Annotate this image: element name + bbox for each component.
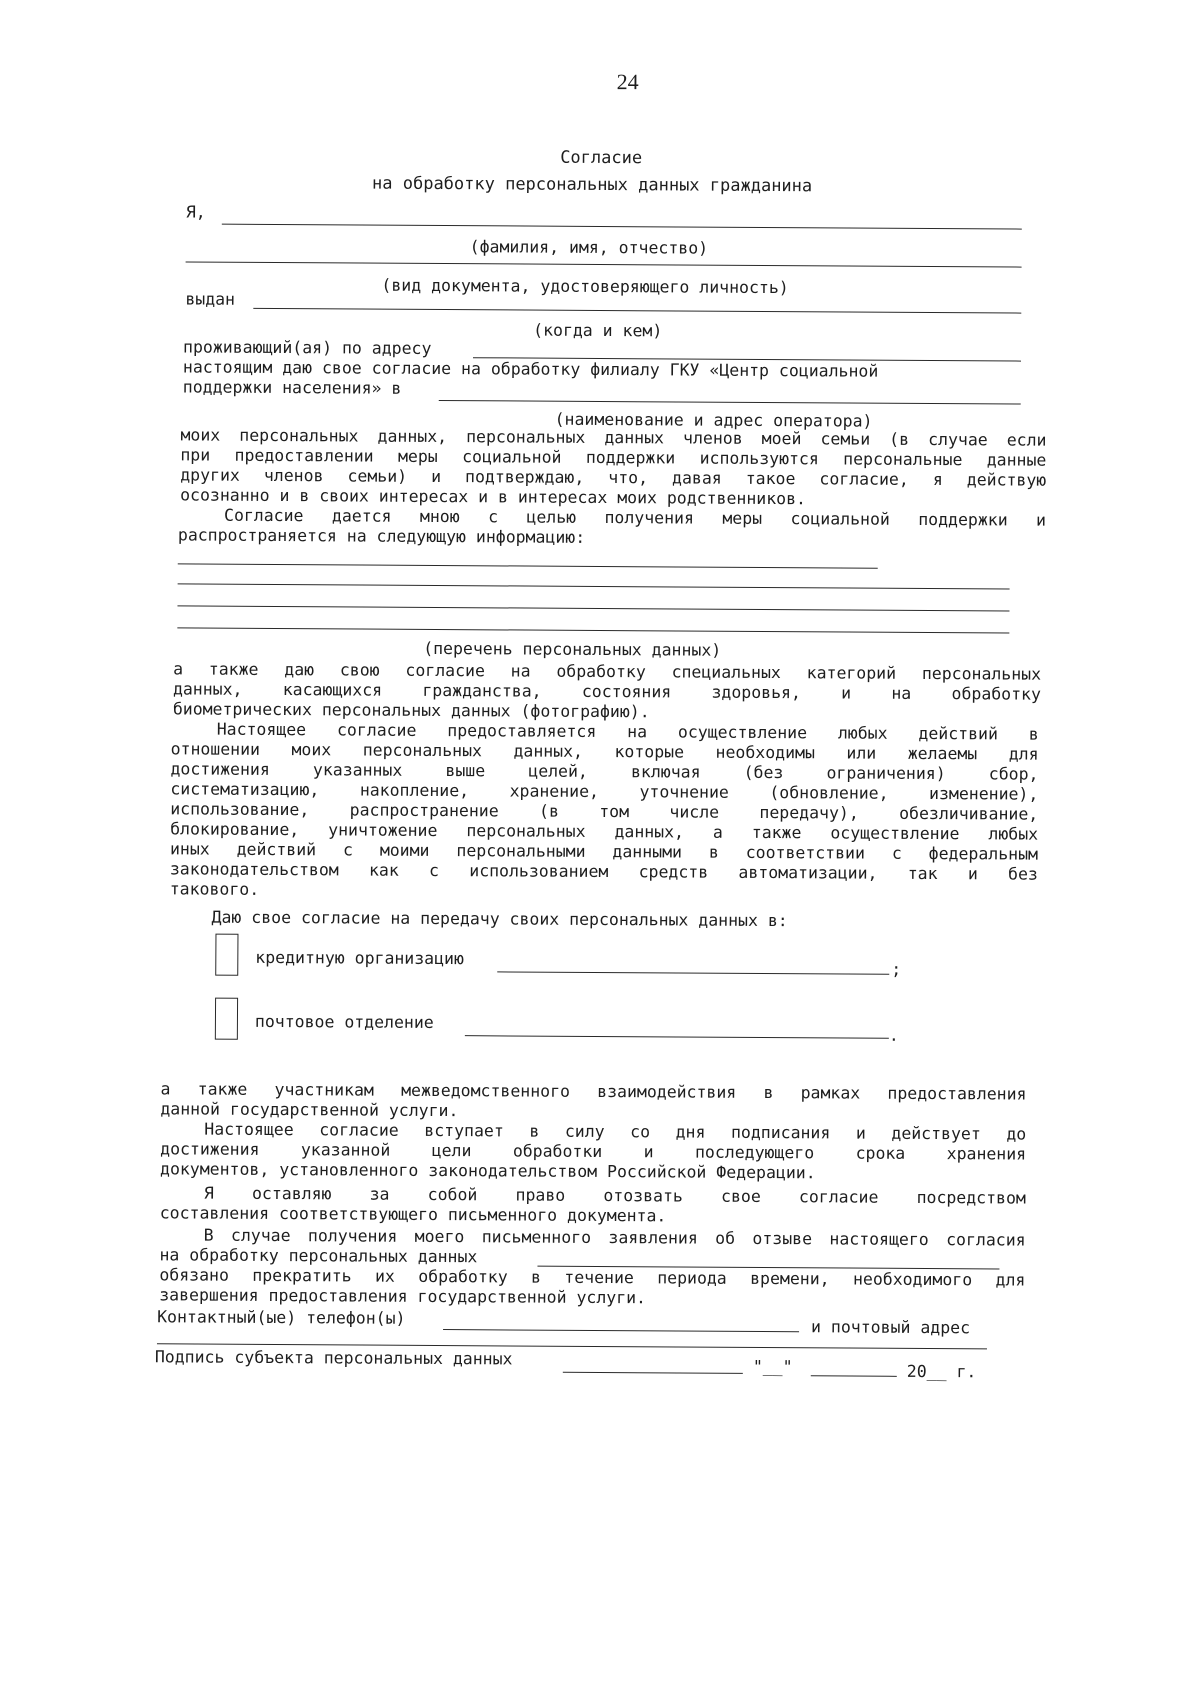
para-6-line: Настоящее согласие вступает в силу со дня подписания и действует до [204, 1119, 1027, 1144]
post-office-end: . [888, 1025, 899, 1045]
data-list-caption: (перечень персональных данных) [423, 638, 722, 660]
signature-year: 20__ г. [906, 1361, 977, 1382]
para-6-line: достижения указанной цели обработки и последующего срока хранения [160, 1139, 1027, 1164]
ya-label: Я, [185, 202, 206, 222]
issued-caption: (когда и кем) [533, 320, 663, 341]
para-7-line: составления соответствующего письменного документа. [159, 1203, 667, 1226]
postal-label: и почтовый адрес [811, 1317, 971, 1338]
para-5-line: а также участникам межведомственного взаимодействия в рамках предоставления [160, 1079, 1027, 1104]
doc-field-line[interactable] [186, 261, 1022, 267]
para-1-line: осознанно и в своих интересах и в интересах моих родственников. [180, 485, 807, 509]
para-1-line: других членов семьи) и подтверждаю, что, давая такое согласие, я действую [180, 465, 1047, 490]
signature-field-line[interactable] [563, 1372, 743, 1374]
credit-org-field-line[interactable] [497, 971, 889, 974]
data-list-line[interactable] [178, 583, 1010, 589]
credit-org-label: кредитную организацию [255, 947, 465, 969]
fio-field-line[interactable] [222, 224, 1022, 230]
para-8-line: В случае получения моего письменного заявления об отзыве настоящего согласия [203, 1225, 1026, 1250]
data-list-line[interactable] [177, 605, 1009, 611]
fio-caption: (фамилия, имя, отчество) [469, 237, 709, 258]
para-6-line: документов, установленного законодательством Российской Федерации. [159, 1159, 816, 1183]
data-list-line[interactable] [177, 627, 1009, 633]
para-3-line: данных, касающихся гражданства, состояния здоровья, и на обработку [172, 679, 1042, 704]
para-8-line: на обработку персональных данных [159, 1245, 478, 1267]
para-4-line: систематизацию, накопление, хранение, уточнение (обновление, изменение), [170, 779, 1039, 804]
page-number: 24 [616, 69, 639, 95]
operator-caption: (наименование и адрес оператора) [554, 409, 873, 431]
consent-line-1: настоящим даю свое согласие на обработку филиалу ГКУ «Центр социальной [182, 357, 879, 381]
title-line-1: Согласие [560, 147, 643, 169]
para-8-line: завершения предоставления государственной услуги. [159, 1285, 647, 1308]
para-1-line: моих персональных данных, персональных данных членов моей семьи (в случае если [180, 425, 1047, 450]
transfer-intro: Даю свое согласие на передачу своих персональных данных в: [211, 907, 788, 931]
para-2-line: Согласие дается мною с целью получения меры социальной поддержки и [223, 505, 1047, 530]
signature-month-line[interactable] [811, 1375, 897, 1377]
phone-label: Контактный(ые) телефон(ы) [157, 1307, 406, 1328]
para-3-line: а также даю свою согласие на обработку специальных категорий персональных [173, 659, 1042, 684]
para-4-line: такового. [169, 879, 260, 899]
para-4-line: отношении моих персональных данных, которые необходимы или желаемы для [170, 739, 1039, 764]
para-8-line: обязано прекратить их обработку в течение периода времени, необходимого для [159, 1265, 1026, 1290]
para-4-line: иных действий с моими персональными данными в соответствии с федеральным [169, 839, 1039, 864]
consent-line-2: поддержки населения» в [182, 377, 402, 398]
para-7-line: Я оставляю за собой право отозвать свое согласие посредством [203, 1183, 1026, 1208]
issued-field-line[interactable] [253, 308, 1021, 314]
credit-org-end: ; [891, 959, 902, 979]
para-1-line: при предоставлении меры социальной поддержки используются персональные данные [180, 445, 1047, 470]
data-list-line[interactable] [178, 563, 878, 568]
para-4-line: использование, распространение (в том числе передачу), обезличивание, [170, 799, 1039, 824]
para-5-line: данной государственной услуги. [160, 1099, 459, 1121]
post-office-checkbox[interactable] [215, 998, 238, 1040]
para-2-line: распространяется на следующую информацию: [177, 525, 586, 547]
issued-label: выдан [185, 289, 236, 309]
post-office-label: почтовое отделение [254, 1011, 434, 1032]
post-office-field-line[interactable] [465, 1035, 889, 1039]
phone-field-line[interactable] [443, 1329, 799, 1332]
para-4-line: блокирование, уничтожение персональных данных, а также осуществление любых [170, 819, 1039, 844]
para-4-line: достижения указанных выше целей, включая (без ограничения) сбор, [170, 759, 1039, 784]
para-3-line: биометрических персональных данных (фотографию). [172, 699, 650, 722]
residing-label: проживающий(ая) по адресу [183, 337, 432, 358]
signature-label: Подпись субъекта персональных данных [154, 1347, 513, 1369]
signature-day: "__" [752, 1356, 793, 1377]
title-line-2: на обработку персональных данных гражданина [372, 173, 813, 197]
para-4-line: законодательством как с использованием средств автоматизации, так и без [169, 859, 1038, 884]
credit-org-checkbox[interactable] [215, 934, 238, 976]
para-4-line: Настоящее согласие предоставляется на осуществление любых действий в [216, 719, 1039, 744]
doc-caption: (вид документа, удостоверяющего личность) [381, 275, 789, 298]
operator-field-line[interactable] [439, 400, 1021, 405]
